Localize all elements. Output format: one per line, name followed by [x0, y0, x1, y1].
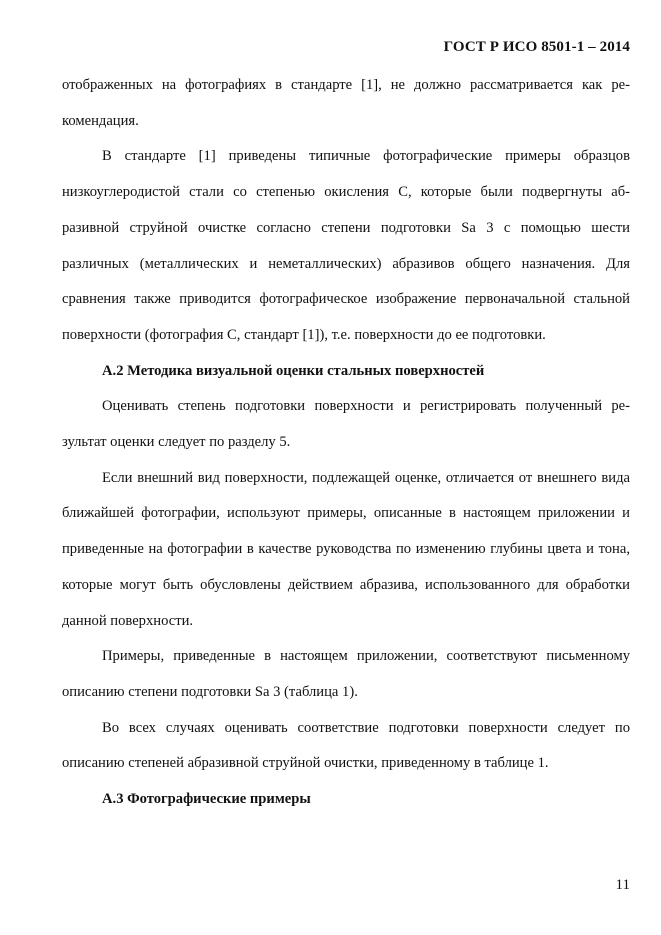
paragraph-appearance-difference: Если внешний вид поверхности, подлежащей оценке, отличается от внешнего вида ближайшей фотографии, используют примеры, описанные в настоящем приложении и приведенные на фотографии в качестве руководства по изменению глубины цвета и тона, которые могут быть обусловлены действием абразива, использованного для обработки данной поверхности.: [62, 469, 630, 629]
paragraph-photo-examples: В стандарте [1] приведены типичные фотографические примеры образцов низкоуглеродистой стали со степенью окисления С, которые были подвергнуты абразивной струйной очистке согласно степени подготовки Sa 3 с помощью шести различных (металлических и неметаллических) абразивов общего назначения. Для сравнения также приводится фотографическое изображение первоначальной стальной поверхности (фотография С, стандарт [1]), т.е. поверхности до ее подготовки.: [62, 148, 630, 343]
section-heading-a2: А.2 Методика визуальной оценки стальных поверхностей: [102, 362, 485, 379]
paragraph-continuation: отображенных на фотографиях в стандарте [1], не должно рассматривается как рекомендация.: [62, 77, 630, 129]
paragraph-compliance: Во всех случаях оценивать соответствие подготовки поверхности следует по описанию степеней абразивной струйной очистки, приведенному в таблице 1.: [62, 719, 630, 772]
running-header-standard-code: ГОСТ Р ИСО 8501-1 – 2014: [443, 39, 630, 55]
paragraph-examples-sa3: Примеры, приведенные в настоящем приложении, соответствуют письменному описанию степени подготовки Sa 3 (таблица 1).: [62, 648, 630, 700]
body-text: [62, 68, 630, 818]
paragraph-assessment: Оценивать степень подготовки поверхности и регистрировать полученный результат оценки следует по разделу 5.: [62, 398, 630, 451]
page-number: 11: [615, 877, 630, 893]
section-heading-a3: А.3 Фотографические примеры: [102, 791, 311, 808]
